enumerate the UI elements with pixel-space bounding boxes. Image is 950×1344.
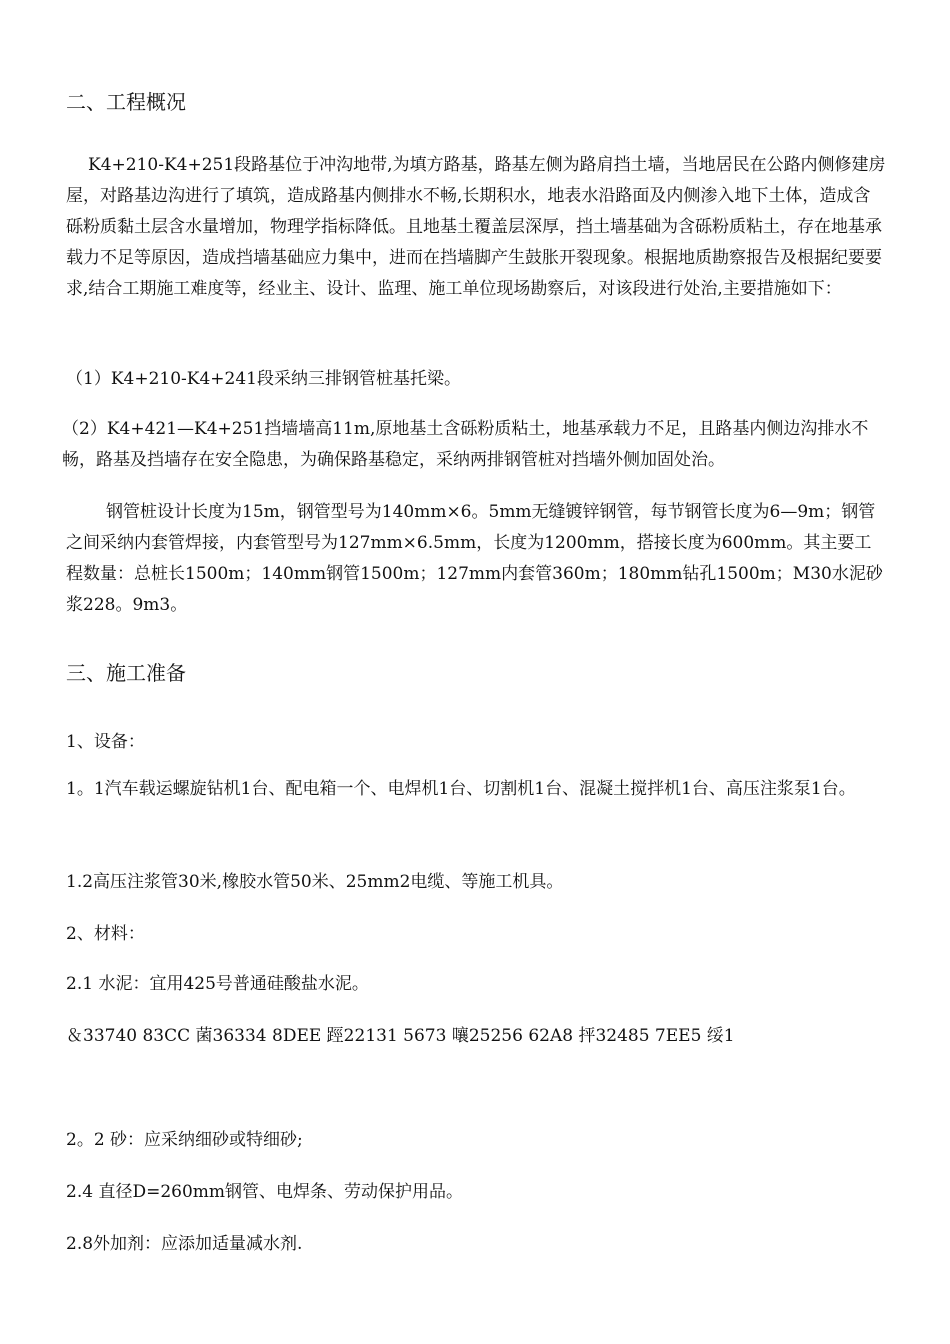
material-item-2-2: 2。2 砂：应采纳细砂或特细砂; [66,1130,303,1150]
garbled-text-line: ＆33740 83CC 菌36334 8DEE 踁22131 5673 嚷25256 62A8 抨32485 7EE5 绥1 [66,1026,735,1046]
equipment-item-1-1: 1。1汽车载运螺旋钻机1台、配电箱一个、电焊机1台、切割机1台、混凝土搅拌机1台、高压注浆泵1台。 [66,779,856,799]
equipment-item-1-2: 1.2高压注浆管30米,橡胶水管50米、25mm2电缆、等施工机具。 [66,872,564,892]
section-heading-overview: 二、工程概况 [66,90,186,114]
equipment-title: 1、设备： [66,732,145,752]
material-title: 2、材料： [66,924,145,944]
measure-item-1: （1）K4+210-K4+241段采纳三排钢管桩基托梁。 [66,369,461,389]
material-item-2-8: 2.8外加剂：应添加适量减水剂. [66,1234,303,1254]
overview-paragraph-text: K4+210-K4+251段路基位于冲沟地带,为填方路基，路基左侧为路肩挡土墙，当地居民在公路内侧修建房屋，对路基边沟进行了填筑，造成路基内侧排水不畅,长期积水，地表水沿路面及内侧渗入地下土体，造成含砾粉质黏土层含水量增加，物理学指标降低。且地基土覆盖层深厚，挡土墙基础为含砾粉质粘土，存在地基承载力不足等原因，造成挡墙基础应力集中，进而在挡墙脚产生鼓胀开裂现象。根据地质勘察报告及根据纪要要求,结合工期施工难度等，经业主、设计、监理、施工单位现场勘察后，对该段进行处治,主要措施如下： [66,155,886,299]
section-heading-preparation: 三、施工准备 [66,661,186,685]
measure-item-2: （2）K4+421—K4+251挡墙墙高11m,原地基土含砾粉质粘土，地基承载力不足，且路基内侧边沟排水不畅，路基及挡墙存在安全隐患，为确保路基稳定，采纳两排钢管桩对挡墙外侧加固处治。 [62,419,869,470]
material-item-2-1: 2.1 水泥：宜用425号普通硅酸盐水泥。 [66,974,369,994]
steel-pile-paragraph: 钢管桩设计长度为15m，钢管型号为140mm×6。5mm无缝镀锌钢管，每节钢管长度为6—9m；钢管之间采纳内套管焊接，内套管型号为127mm×6.5mm，长度为1200mm，搭接长度为600mm。其主要工程数量：总桩长1500m；140mm钢管1500m；127mm内套管360m；180mm钻孔1500m；M30水泥砂浆228。9m3。 [66,502,883,615]
overview-paragraph [66,150,886,305]
material-item-2-4: 2.4 直径D=260mm钢管、电焊条、劳动保护用品。 [66,1182,464,1202]
